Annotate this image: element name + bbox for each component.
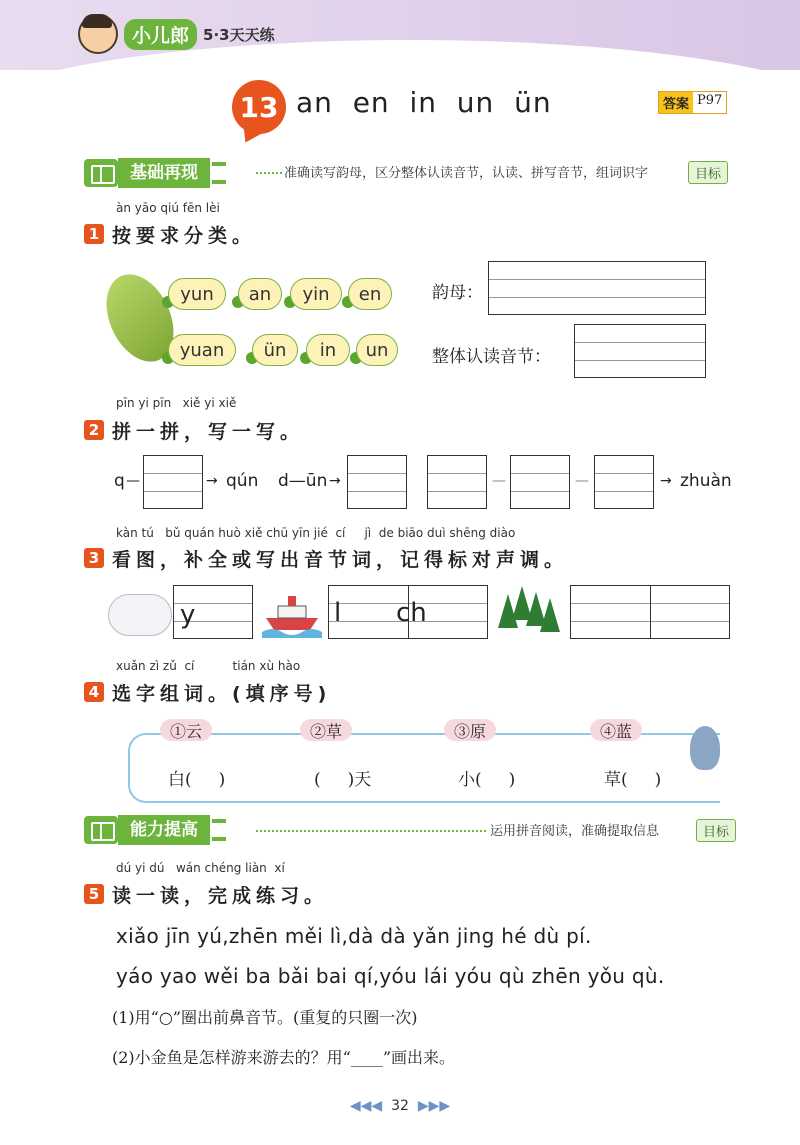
dash: — bbox=[575, 473, 589, 489]
lesson-number: 13 bbox=[232, 80, 286, 134]
q3-box-forest[interactable] bbox=[570, 585, 730, 639]
blank-4[interactable]: 草( ) bbox=[604, 770, 662, 790]
q2-box-5[interactable] bbox=[594, 455, 654, 509]
brand-logo: 小儿郎 bbox=[124, 19, 197, 50]
answer-page: P97 bbox=[693, 92, 726, 113]
page-number: 32 bbox=[391, 1098, 409, 1114]
q2-pinyin: pīn yi pīn xiě yi xiě bbox=[116, 396, 237, 410]
q4-pinyin: xuǎn zì zǔ cí tián xù hào bbox=[116, 659, 301, 673]
dash: — bbox=[126, 473, 140, 489]
q2-box-1[interactable] bbox=[143, 455, 203, 509]
q3-text: 看图，补全或写出音节词，记得标对声调。 bbox=[112, 549, 569, 571]
q2-mid-result: qún bbox=[226, 471, 259, 491]
q3-number: 3 bbox=[84, 548, 104, 568]
section-goal: 运用拼音阅读，准确提取信息 bbox=[490, 824, 660, 839]
section-label: 基础再现 bbox=[118, 158, 210, 188]
answer-label: 答案 bbox=[659, 92, 693, 113]
row1-pea-2: an bbox=[238, 278, 282, 310]
option-3: ③原 bbox=[444, 719, 496, 741]
book-icon bbox=[84, 816, 118, 844]
whole-syllable-label: 整体认读音节： bbox=[432, 347, 551, 367]
forest-icon bbox=[498, 584, 560, 636]
section-banner-advanced bbox=[84, 813, 226, 847]
q3-box2-letter1: l bbox=[334, 598, 342, 628]
q3-box1-letter: y bbox=[180, 600, 196, 630]
right-arrows-icon: ▶▶▶ bbox=[417, 1098, 451, 1114]
q5-pinyin: dú yi dú wán chéng liàn xí bbox=[116, 861, 285, 875]
task-2: (2)小金鱼是怎样游来游去的？用“____”画出来。 bbox=[112, 1048, 456, 1067]
section-banner-basic bbox=[84, 156, 226, 190]
lesson-title: an en in un ün bbox=[296, 86, 552, 119]
section-label: 能力提高 bbox=[118, 815, 210, 845]
q2-box-4[interactable] bbox=[510, 455, 570, 509]
banner-tail bbox=[212, 819, 226, 841]
row2-pea-1: yuan bbox=[168, 334, 236, 366]
row2-pea-3: in bbox=[306, 334, 350, 366]
q2-box-2[interactable] bbox=[347, 455, 407, 509]
dolphin-icon bbox=[690, 726, 720, 770]
q4-text: 选字组词。(填序号) bbox=[112, 683, 332, 705]
q1-pinyin: àn yāo qiú fēn lèi bbox=[116, 201, 220, 215]
blank-3[interactable]: 小( ) bbox=[458, 770, 516, 790]
blank-1[interactable]: 白( ) bbox=[168, 770, 226, 790]
q2-start: q bbox=[114, 471, 125, 491]
whole-syllable-writing-box[interactable] bbox=[574, 324, 706, 378]
q2-text: 拼一拼，写一写。 bbox=[112, 421, 305, 443]
q1-number: 1 bbox=[84, 224, 104, 244]
divider bbox=[256, 830, 486, 832]
section-goal: 准确读写韵母，区分整体认读音节，认读、拼写音节，组词识字 bbox=[284, 166, 649, 181]
mascot-icon bbox=[78, 14, 118, 54]
q5-text: 读一读，完成练习。 bbox=[112, 885, 329, 907]
goal-tag: 目标 bbox=[688, 161, 728, 184]
dash: — bbox=[492, 473, 506, 489]
ship-icon bbox=[262, 588, 322, 638]
book-icon bbox=[84, 159, 118, 187]
finals-writing-box[interactable] bbox=[488, 261, 706, 315]
q3-box2-letter2: ch bbox=[396, 598, 427, 628]
divider bbox=[256, 172, 282, 174]
q2-end-result: zhuàn bbox=[680, 471, 732, 491]
cloud-icon bbox=[108, 594, 172, 636]
arrow-icon: → bbox=[660, 473, 672, 489]
brand bbox=[78, 14, 275, 54]
left-arrows-icon: ◀◀◀ bbox=[349, 1098, 383, 1114]
q2-number: 2 bbox=[84, 420, 104, 440]
option-1: ①云 bbox=[160, 719, 212, 741]
blank-2[interactable]: ( )天 bbox=[314, 770, 372, 790]
answer-reference[interactable] bbox=[658, 91, 727, 114]
q1-text: 按要求分类。 bbox=[112, 225, 257, 247]
goal-tag: 目标 bbox=[696, 819, 736, 842]
banner-tail bbox=[212, 162, 226, 184]
row1-pea-3: yin bbox=[290, 278, 342, 310]
q2-box-3[interactable] bbox=[427, 455, 487, 509]
option-2: ②草 bbox=[300, 719, 352, 741]
reading-line-2: yáo yao wěi ba bǎi bai qí,yóu lái yóu qù zhēn yǒu qù. bbox=[116, 964, 665, 988]
row2-pea-4: un bbox=[356, 334, 398, 366]
row1-pea-4: en bbox=[348, 278, 392, 310]
row1-pea-1: yun bbox=[168, 278, 226, 310]
brand-series: 5·3天天练 bbox=[203, 25, 275, 44]
q2-second: d—ūn bbox=[278, 471, 328, 491]
arrow-icon: → bbox=[206, 473, 218, 489]
q4-number: 4 bbox=[84, 682, 104, 702]
q5-number: 5 bbox=[84, 884, 104, 904]
option-4: ④蓝 bbox=[590, 719, 642, 741]
page-footer bbox=[0, 1098, 800, 1114]
finals-label: 韵母： bbox=[432, 283, 483, 303]
row2-pea-2: ün bbox=[252, 334, 298, 366]
task-1: (1)用“○”圈出前鼻音节。(重复的只圈一次) bbox=[112, 1008, 418, 1027]
reading-line-1: xiǎo jīn yú,zhēn měi lì,dà dà yǎn jing hé dù pí. bbox=[116, 924, 592, 948]
arrow-icon: → bbox=[329, 473, 341, 489]
q3-pinyin: kàn tú bǔ quán huò xiě chū yīn jié cí jì de biāo duì shēng diào bbox=[116, 526, 516, 540]
